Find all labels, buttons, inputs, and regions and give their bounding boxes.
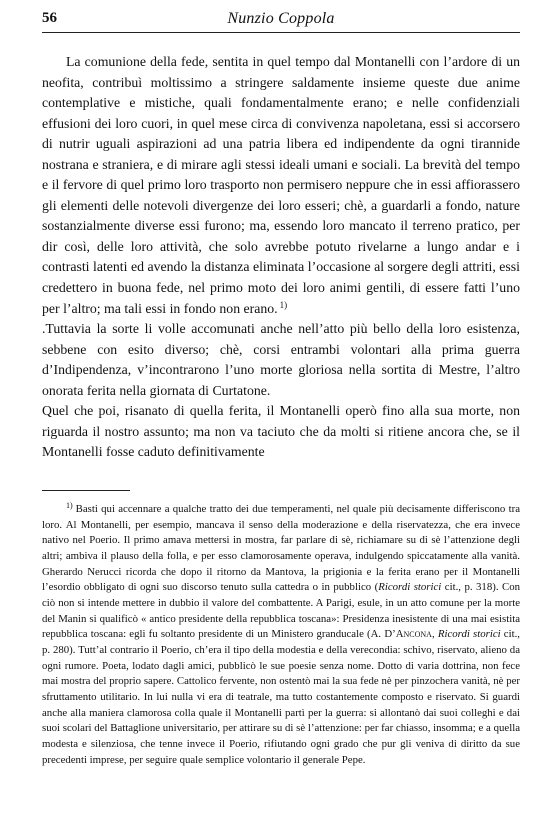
paragraph-3: Quel che poi, risanato di quella ferita, il Montanelli operò fino alla sua morte, non riguarda il nostro assunto; ma non va taciuto che da molti si ritiene ancora che, se il Montanelli fosse caduto definitivamente [42,403,520,460]
footnote-segment: Basti qui accennare a qualche tratto dei due temperamenti, nel quale più decisamente differiscono tra loro. Al Montanelli, per esempio, mancava il senso della moderazione e della riservatezza, che era invece nativo nel Poerio. Il primo amava mettersi in mostra, far parlare di sè, richiamare su di sè l’attenzione degli altri; ambiva il plauso della folla, e per esso clamorosamente operava, indulgendo spiccatamente alla vanità. Gherardo Nerucci ricorda che dopo il ritorno da Mantova, la prigionia e la ferita erano per il Montanelli l’esordio obbligato di ogni suo discorso tenuto sulla cattedra o in pubblico ( [42,503,520,594]
paragraph-2: .Tuttavia la sorte li volle accomunati anche nell’atto più bello della loro esistenza, sebbene con esito diverso; chè, corsi entrambi volontari alla prima guerra d’Indipendenza, v’incontrarono l’uno morte gloriosa nella sortita di Mestre, l’altro onorata ferita nella giornata di Curtatone. [42,321,520,398]
footnote-rule [42,490,130,491]
paragraph-1 [42,52,520,319]
footnote-segment: D’Ancona [384,628,432,641]
footnotes [42,502,520,768]
footnote-1 [42,502,520,768]
paragraph-1-text: La comunione della fede, sentita in quel tempo dal Montanelli con l’ardore di un neofita, contribuì moltissimo a stringere saldamente insieme queste due anime contemplative e mistiche, quali fondamentalmente erano; e nelle confidenziali effusioni dei loro cuori, in quel mese circa di convivenza napoletana, essi si accorsero di nutrir uguali aspirazioni ad una patria libera ed indipendente da ogni tirannide nostrana e straniera, e di mirare agli stessi ideali umani e sociali. La brevità del tempo e il fervore di quel primo loro trasporto non permisero neppure che in essi affiorassero gli elementi delle notevoli divergenze dei loro esseri; chè, a guardarli a fondo, nature sostanzialmente diverse essi furono; ma, essendo loro mancato il terreno pratico, per dir così, delle loro attività, che solo avrebbe potuto rivelarne a lungo andar e i contrasti latenti ed avendo la distanza eliminata l’occasione al sorgere degli attriti, essi credettero in buona fede, nel primo moto dei loro animi gentili, di essere fatti l’uno per l’altro; ma tali essi in fondo non erano. [42,54,520,316]
footnote-body [42,503,520,766]
footnote-segment: cit., p. 280). Tutt’al contrario il Poerio, ch’era il tipo della modestia e della verecondia: schivo, riservato, alieno da ogni rumore. Poeta, lodato dagli amici, pubblicò le sue poesie senza nome. Dotto di varia dottrina, non fece mai mostra del proprio sapere. Cattolico fervente, non ostentò mai la sua fede nè per pinzochera vanità, nè per sfruttamento utilitario. In lui nulla vi era di teatrale, ma tutto costantemente composto e riservato. Si guardi anche alla maniera clamorosa colla quale il Montanelli partì per la guerra: si allontanò dai suoi colleghi e dai suoi scolari del Battaglione universitario, per attirare su di sè l’attenzione: per far chiasso, insomma; e a quella modesta e silenziosa, che tenne invece il Poerio, rifiutando ogni grado che pur gli veniva di diritto da sue precedenti imprese, per seguire quale semplice volontario il generale Pepe. [42,628,520,766]
footnote-segment: cit., p. 318). Con ciò non si intende mettere in dubbio il valore del combattente. A Parigi, esule, in un atto comune per la morte del Manin si qualificò « antico presidente della repubblica toscana»: Presidenza inesistente di una mai esistita repubblica toscana: egli fu soltanto presidente di un Ministero granducale (A. [42,581,520,641]
footnote-segment: Ricordi storici [378,581,442,594]
running-head [42,10,520,34]
running-title: Nunzio Coppola [227,10,335,27]
main-text [42,52,520,463]
footnote-segment: , [431,628,438,641]
footnote-segment: Ricordi storici [437,628,501,641]
footnote-mark: 1) [66,501,73,510]
page-number: 56 [42,10,57,26]
header-rule [42,32,520,33]
footnote-reference-1: 1) [279,299,288,310]
